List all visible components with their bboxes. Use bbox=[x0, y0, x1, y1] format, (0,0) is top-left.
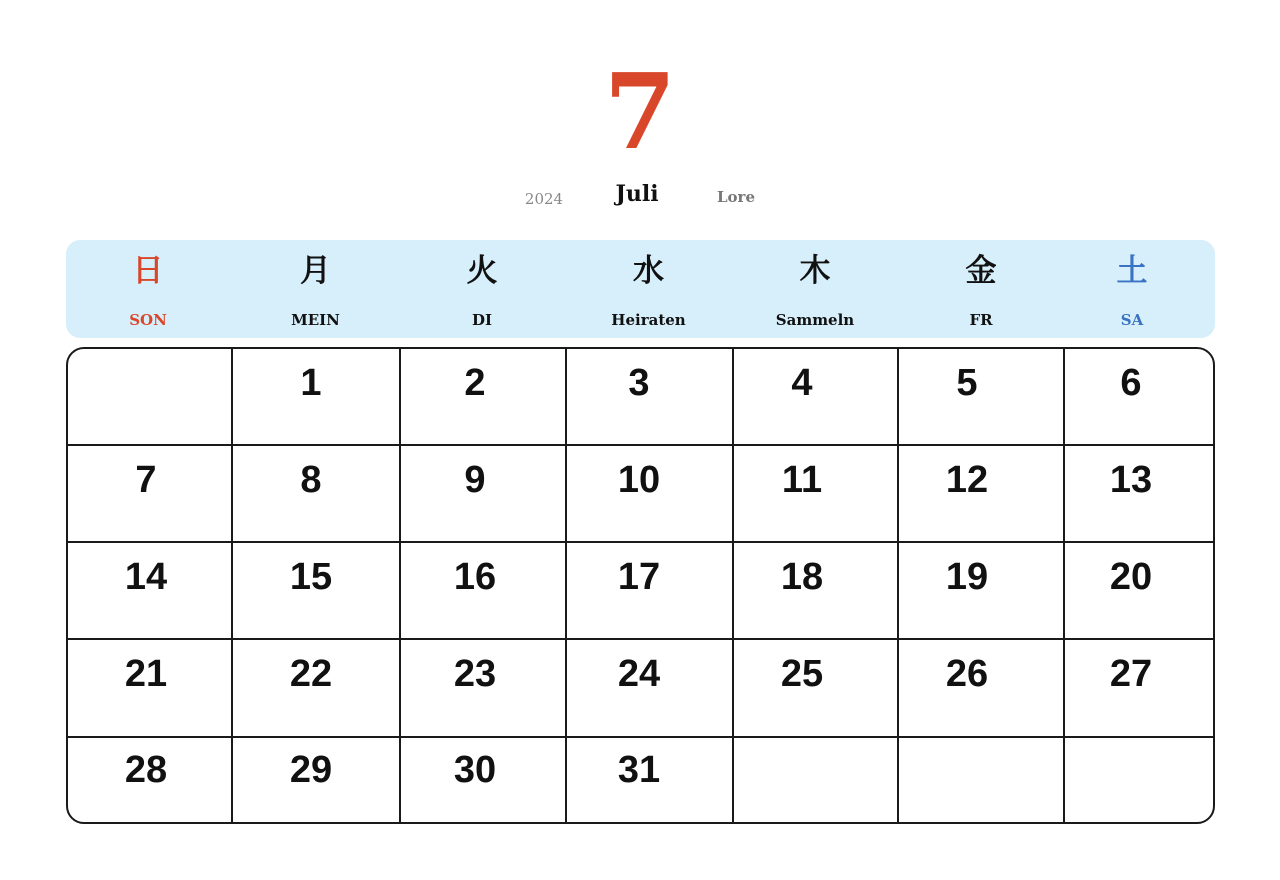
weekday-saturday bbox=[1064, 240, 1200, 338]
weekday-kanji: 日 bbox=[132, 253, 164, 289]
grid-divider-vertical bbox=[565, 349, 567, 822]
day-number: 18 bbox=[780, 556, 824, 598]
year-label: 2024 bbox=[524, 190, 564, 208]
day-number: 26 bbox=[945, 653, 989, 695]
day-number: 1 bbox=[300, 362, 322, 404]
day-number: 27 bbox=[1109, 653, 1153, 695]
weekday-label: FR bbox=[969, 311, 993, 329]
day-number: 19 bbox=[945, 556, 989, 598]
day-number: 3 bbox=[628, 362, 650, 404]
day-number: 25 bbox=[780, 653, 824, 695]
weekday-kanji: 金 bbox=[965, 253, 997, 289]
day-number: 5 bbox=[956, 362, 978, 404]
day-number: 13 bbox=[1109, 459, 1153, 501]
day-number: 15 bbox=[289, 556, 333, 598]
day-number: 6 bbox=[1120, 362, 1142, 404]
weekday-wednesday bbox=[565, 240, 732, 338]
grid-divider-vertical bbox=[732, 349, 734, 822]
day-number: 30 bbox=[453, 749, 497, 791]
grid-divider-horizontal bbox=[68, 638, 1213, 640]
weekday-kanji: 月 bbox=[300, 253, 331, 289]
day-number: 4 bbox=[791, 362, 813, 404]
day-number-sunday: 21 bbox=[124, 653, 168, 695]
day-number: 9 bbox=[464, 459, 486, 501]
grid-divider-vertical bbox=[897, 349, 899, 822]
day-number: 31 bbox=[617, 749, 661, 791]
grid-divider-horizontal bbox=[68, 541, 1213, 543]
day-number-sunday: 14 bbox=[124, 556, 168, 598]
weekday-monday bbox=[232, 240, 399, 338]
weekday-label: SA bbox=[1120, 311, 1144, 329]
grid-divider-vertical bbox=[231, 349, 233, 822]
weekday-label: MEIN bbox=[291, 311, 340, 329]
weekday-kanji: 木 bbox=[799, 253, 831, 289]
lore-label: Lore bbox=[717, 188, 755, 206]
weekday-friday bbox=[898, 240, 1064, 338]
month-name: Juli bbox=[615, 181, 659, 207]
day-number: 17 bbox=[617, 556, 661, 598]
day-number: 24 bbox=[617, 653, 661, 695]
day-number: 22 bbox=[289, 653, 333, 695]
day-number-sunday: 28 bbox=[124, 749, 168, 791]
grid-divider-horizontal bbox=[68, 444, 1213, 446]
day-number: 2 bbox=[464, 362, 486, 404]
grid-divider-vertical bbox=[1063, 349, 1065, 822]
day-number: 10 bbox=[617, 459, 661, 501]
month-number: 7 bbox=[603, 50, 677, 173]
grid-divider-horizontal bbox=[68, 736, 1213, 738]
weekday-kanji: 火 bbox=[466, 253, 498, 289]
grid-divider-vertical bbox=[399, 349, 401, 822]
day-number: 8 bbox=[300, 459, 322, 501]
weekday-thursday bbox=[732, 240, 898, 338]
weekday-header bbox=[66, 240, 1215, 338]
day-number: 12 bbox=[945, 459, 989, 501]
weekday-label: SON bbox=[129, 311, 167, 329]
weekday-label: Sammeln bbox=[775, 311, 855, 329]
weekday-sunday bbox=[66, 240, 230, 338]
weekday-label: DI bbox=[471, 311, 493, 329]
day-number: 29 bbox=[289, 749, 333, 791]
day-number: 16 bbox=[453, 556, 497, 598]
weekday-kanji: 水 bbox=[633, 253, 664, 289]
calendar-grid bbox=[66, 347, 1215, 824]
weekday-kanji: 土 bbox=[1116, 253, 1148, 289]
day-number-sunday: 7 bbox=[135, 459, 157, 501]
day-number: 11 bbox=[781, 459, 823, 501]
weekday-tuesday bbox=[399, 240, 565, 338]
day-number: 20 bbox=[1109, 556, 1153, 598]
weekday-label: Heiraten bbox=[611, 311, 686, 329]
day-number: 23 bbox=[453, 653, 497, 695]
